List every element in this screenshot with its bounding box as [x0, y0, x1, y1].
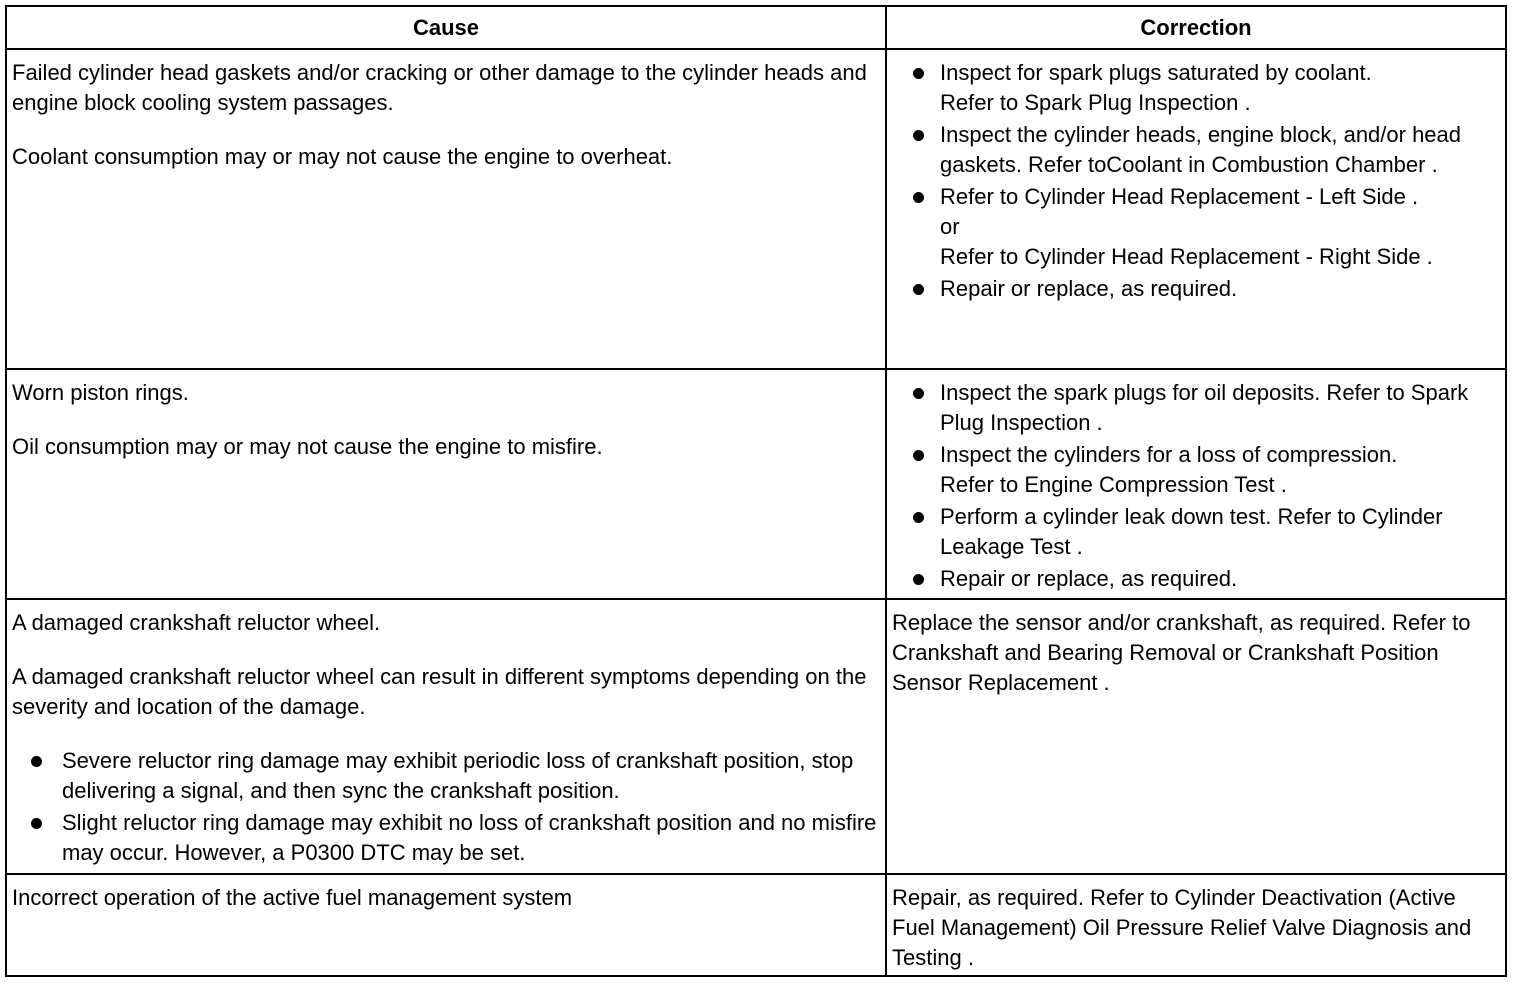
procedure-link[interactable]: Refer to Cylinder Head Replacement - Right Side . [940, 244, 1433, 269]
correction-text: or [940, 214, 960, 239]
list-item: Slight reluctor ring damage may exhibit no loss of crankshaft position and no misfire may occur. However, a P0300 DTC may be set. [12, 808, 879, 868]
table-row [7, 598, 1505, 873]
correction-text: Inspect the cylinders for a loss of compression. [940, 442, 1398, 467]
correction-cell [887, 50, 1505, 368]
correction-text: Inspect for spark plugs saturated by coolant. [940, 60, 1372, 85]
correction-text: Perform a cylinder leak down test. Refer to Cylinder Leakage Test . [940, 504, 1443, 559]
diagnosis-table [5, 5, 1507, 977]
cause-text: Coolant consumption may or may not cause the engine to overheat. [12, 144, 673, 169]
cause-text: A damaged crankshaft reluctor wheel. [12, 610, 381, 635]
correction-text: Replace the sensor and/or crankshaft, as required. Refer to Crankshaft and Bearing Removal or Crankshaft Position Sensor Replacement . [892, 610, 1471, 695]
list-item [892, 58, 1499, 118]
correction-cell [887, 600, 1505, 873]
table-row [7, 368, 1505, 598]
list-item [892, 182, 1499, 272]
table-header-row [7, 7, 1505, 48]
procedure-link[interactable]: Refer to Engine Compression Test . [940, 472, 1287, 497]
list-item [892, 378, 1499, 438]
cause-cell [7, 600, 887, 873]
correction-text: Inspect the cylinder heads, engine block, and/or head gaskets. Refer toCoolant in Combustion Chamber . [940, 122, 1462, 177]
correction-text: Repair or replace, as required. [940, 276, 1238, 301]
correction-text: Repair or replace, as required. [940, 566, 1238, 591]
cause-header: Cause [7, 7, 887, 48]
cause-text: A damaged crankshaft reluctor wheel can result in different symptoms depending on the severity and location of the damage. [12, 664, 867, 719]
cause-text: Worn piston rings. [12, 380, 189, 405]
procedure-link[interactable]: Refer to Spark Plug Inspection . [940, 90, 1251, 115]
cause-cell [7, 370, 887, 598]
correction-header: Correction [1140, 15, 1252, 40]
correction-text: Inspect the spark plugs for oil deposits. Refer to Spark Plug Inspection . [940, 380, 1469, 435]
cause-text: Failed cylinder head gaskets and/or cracking or other damage to the cylinder heads and engine block cooling system passages. [12, 60, 867, 115]
list-item [892, 502, 1499, 562]
cause-cell [7, 50, 887, 368]
correction-cell [887, 370, 1505, 598]
list-item: Severe reluctor ring damage may exhibit periodic loss of crankshaft position, stop delivering a signal, and then sync the crankshaft position. [12, 746, 879, 806]
list-item [892, 274, 1499, 304]
list-item [892, 564, 1499, 594]
table-row [7, 48, 1505, 368]
table-row [7, 873, 1505, 975]
cause-text: Oil consumption may or may not cause the engine to misfire. [12, 434, 603, 459]
correction-cell [887, 875, 1505, 975]
procedure-link[interactable]: Refer to Cylinder Head Replacement - Left Side . [940, 184, 1419, 209]
list-item [892, 440, 1499, 500]
correction-text: Repair, as required. Refer to Cylinder Deactivation (Active Fuel Management) Oil Pressure Relief Valve Diagnosis and Testing . [892, 885, 1472, 970]
list-item [892, 120, 1499, 180]
cause-text: Incorrect operation of the active fuel management system [12, 885, 573, 910]
cause-cell [7, 875, 887, 975]
